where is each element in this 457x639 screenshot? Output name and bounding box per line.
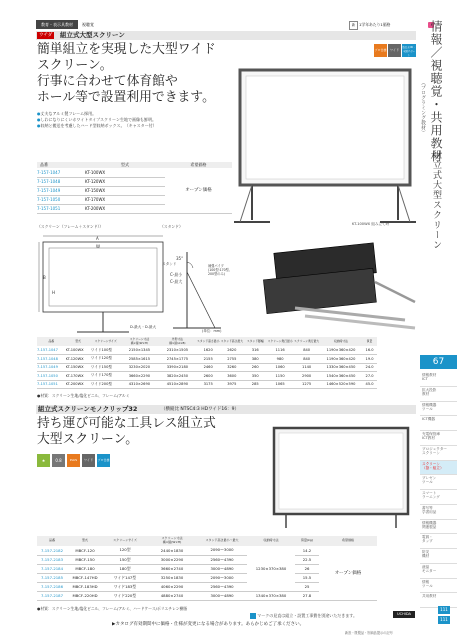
badge-wide: ワイド xyxy=(388,44,401,57)
badge-star: ★ xyxy=(37,454,50,467)
table-cell: 22.5 xyxy=(302,557,312,562)
case-photo xyxy=(255,242,420,337)
section1-title: 組立式大型スクリーン xyxy=(60,31,125,39)
side-nav-item[interactable]: 情報機器 関連製品 xyxy=(420,520,457,535)
table-header-cell: 品番 xyxy=(48,338,55,343)
table-row xyxy=(37,346,377,355)
table-header-cell: 外形寸法 横×縦(A×B) xyxy=(169,337,186,345)
table-cell: 3660×2290 xyxy=(128,373,151,378)
table-row xyxy=(37,355,377,364)
table-cell: 180型 xyxy=(119,565,131,571)
headline-line: スクリーン。 xyxy=(37,58,113,73)
table-cell: 1065 xyxy=(275,382,285,387)
product-code[interactable]: 7-157-1048 xyxy=(37,179,61,184)
table-cell: KT-150WX xyxy=(65,365,84,370)
table-cell: 24.0 xyxy=(365,365,374,370)
table-header-cell: スタンド脚幅 xyxy=(246,338,264,343)
table-header-cell: スクリーン寸法 横×縦(W×H) xyxy=(161,536,183,544)
table-cell: 1116 xyxy=(275,348,285,352)
maker-logo: UCHIDA xyxy=(393,611,415,618)
side-nav-item[interactable]: 拡大投影 教材 xyxy=(420,387,457,402)
table-cell: 260 xyxy=(251,365,259,370)
legend-icon xyxy=(250,613,256,619)
label-A: A xyxy=(96,236,99,241)
side-nav-item[interactable]: プレゼン ツール xyxy=(420,475,457,490)
table-cell: 2620 xyxy=(227,348,237,352)
page-header xyxy=(36,20,394,30)
side-bottom-tag-2: 111 xyxy=(438,616,450,624)
label-angle: 35° xyxy=(176,256,184,261)
price-cell: オープン価格 xyxy=(334,570,362,576)
table-cell: 1150 xyxy=(275,373,285,378)
brand-badge: ウチダ xyxy=(39,33,53,38)
product-code[interactable]: 7-157-1049 xyxy=(37,365,58,370)
diagram-front-label: （スクリーン（フレーム＋スタンド）） xyxy=(37,224,104,229)
footer-sub: 新設・既製品・別商品提示の記号 xyxy=(345,631,393,635)
product-model: MBCF-220HD xyxy=(72,593,98,598)
unit-note: (単位：mm) xyxy=(202,329,222,333)
side-nav-item[interactable]: 液晶 モニター xyxy=(420,564,457,579)
table-cell: 3000～4890 xyxy=(210,565,234,571)
th-price: 希望価格 xyxy=(190,162,207,167)
table-row xyxy=(37,546,377,555)
table-cell: 3600 xyxy=(227,373,237,378)
side-nav-item[interactable]: ICT機器 xyxy=(420,416,457,431)
section2-header xyxy=(36,405,416,414)
table-header-cell: スクリーンサイズ xyxy=(94,338,117,343)
footer-legend: マークの見直は組立・設置工事費を別途いただきます。 xyxy=(250,613,357,619)
side-nav-item[interactable]: スマート ラーニング xyxy=(420,490,457,505)
table-cell: 1140 xyxy=(302,365,312,370)
table-cell: 16.0 xyxy=(365,348,374,352)
table-cell: 1190×360×420 xyxy=(326,356,356,361)
category-tag: 教育・表示具教材 xyxy=(36,20,78,29)
table-header xyxy=(37,337,377,346)
table-header-cell: スクリーン寸法 横×縦(W×H) xyxy=(129,337,150,345)
headline-line: 大型スクリーン。 xyxy=(37,432,139,447)
section2-headline xyxy=(37,416,267,448)
table-cell: ワイド120型 xyxy=(90,356,112,361)
section2-spec-table xyxy=(37,536,417,601)
badge-gain: 0.8 xyxy=(52,454,65,467)
th-code: 品番 xyxy=(40,162,48,167)
price-cell: オープン価格 xyxy=(185,188,212,194)
side-vertical-title xyxy=(428,20,446,163)
bullet-item: ●収納と搬送を考慮したハード型収納ボックス。（キャスター付） xyxy=(37,123,157,128)
table-header-cell: スタンド高さ最大 xyxy=(220,338,243,343)
product-model: KT-120WX xyxy=(85,179,106,184)
section2-footnote: ●材質：スクリーン生地/塩化ビニル、フレーム/アルミ、ハードケース/ポリエチレン樹脂 xyxy=(37,606,188,611)
side-nav xyxy=(420,372,457,608)
table-cell: 2900 xyxy=(302,373,312,378)
table-cell: 3000×2290 xyxy=(160,557,184,562)
table-cell: 3390×2180 xyxy=(166,365,189,370)
badge-pro: プロ仕様 xyxy=(374,44,387,57)
product-code[interactable]: 7-157-1048 xyxy=(37,356,58,361)
label-B: B xyxy=(43,275,46,280)
section1-footnote: ●材質：スクリーン生地/塩化ビニル、フレーム/アルミ xyxy=(37,393,130,398)
product-model: MBCF-150 xyxy=(75,557,95,562)
page-number-tab: 67 xyxy=(420,355,457,369)
table-cell: 4510×2890 xyxy=(166,382,189,387)
table-cell: KT-170WX xyxy=(65,373,84,378)
catalog-note: ▶カタログ有効期間中に価格・仕様が変更になる場合があります。あらかじめご了承ください。 xyxy=(112,622,305,627)
table-cell: ワイド147型 xyxy=(113,574,137,580)
product-model: KT-100WX xyxy=(85,169,106,175)
table-cell: KT-120WX xyxy=(65,356,84,361)
side-nav-item[interactable]: 防災 機材 xyxy=(420,549,457,564)
table-header-cell: スクリーン奥行最大 xyxy=(294,338,320,343)
side-nav-item[interactable]: 電源・ タップ xyxy=(420,534,457,549)
table-cell: 3660×2740 xyxy=(160,566,184,571)
table-cell: 4310×2690 xyxy=(128,382,151,387)
product-model: KT-150WX xyxy=(85,188,106,193)
table-header-cell: 収納時寸法 xyxy=(263,538,279,543)
bullet-item: ●丈夫なアルミ製フレーム採用。 xyxy=(37,111,97,116)
side-nav-item[interactable]: 情報教材 ICT xyxy=(420,372,457,387)
headline-line: 行事に合わせて体育館や xyxy=(37,74,178,89)
side-nav-item[interactable]: 情報 ツール xyxy=(420,579,457,594)
side-bottom-tag: 111 xyxy=(438,606,450,614)
table-cell: 2560～4390 xyxy=(210,556,234,562)
product-code[interactable]: 7-157-1051 xyxy=(37,382,58,387)
table-header-cell: 収納時寸法 xyxy=(333,338,348,343)
table-cell: 2755 xyxy=(227,356,237,361)
product-model: MBCF-147HD xyxy=(72,575,98,580)
product-code[interactable]: 7-157-2187 xyxy=(40,593,64,598)
table-cell: 150型 xyxy=(119,556,131,562)
table-cell: 2560～4390 xyxy=(210,583,234,589)
headline-line: 簡単組立を実現した大型ワイド xyxy=(37,42,216,57)
table-header-cell: スクリーン奥行最小 xyxy=(267,338,293,343)
section1-price-table xyxy=(37,162,232,214)
new-badge: 新 xyxy=(349,21,358,30)
table-cell: 3250×1830 xyxy=(160,575,184,580)
table-cell: 14.2 xyxy=(302,547,312,553)
table-cell: 2090～3000 xyxy=(210,547,234,553)
table-cell: 3230×2020 xyxy=(128,365,151,370)
series-label: 視聴覚 xyxy=(82,22,94,27)
table-cell: ワイド220型 xyxy=(113,592,137,598)
table-row xyxy=(37,168,232,177)
table-cell: ワイド183型 xyxy=(113,583,137,589)
table-cell: 1540×360×450 xyxy=(326,373,356,378)
table-header-cell: 型式 xyxy=(75,338,81,343)
section-title-vertical: 組立式大型スクリーン xyxy=(431,150,441,250)
section1-headline xyxy=(37,42,257,106)
section2-title-note: （横縦比 NTSC4:3 HDワイド16：9） xyxy=(161,407,240,412)
product-model: KT-170WX xyxy=(85,197,106,202)
side-nav-item[interactable]: 充電保管庫 ICT教材 xyxy=(420,431,457,446)
table-header xyxy=(37,536,377,546)
table-cell: 2150×1345 xyxy=(128,348,151,352)
side-nav-item[interactable]: 情報機器 ツール xyxy=(420,402,457,417)
section1-bullets xyxy=(37,111,237,129)
product-code[interactable]: 7-157-1047 xyxy=(37,348,58,352)
label-C-min: C-最小 xyxy=(170,272,183,277)
table-cell: 120型 xyxy=(119,547,131,553)
product-code[interactable]: 7-157-1051 xyxy=(37,206,61,211)
product-model: MBCF-183HD xyxy=(72,584,98,589)
table-header-cell: 質量(kg) xyxy=(301,538,313,543)
label-C-max: C-最大 xyxy=(170,279,183,284)
section2-badges xyxy=(37,454,117,468)
table-header-cell: 品番 xyxy=(48,538,55,543)
table-cell: 26 xyxy=(304,566,310,571)
label-W: W xyxy=(96,244,100,249)
table-cell: 2310×1505 xyxy=(166,348,189,352)
table-header-cell: スクリーンサイズ xyxy=(113,538,137,543)
table-cell: 3820×2450 xyxy=(166,373,189,378)
table-cell: 45.0 xyxy=(365,382,374,387)
side-nav-item[interactable]: 書写等 学習用品 xyxy=(420,505,457,520)
section1-header xyxy=(36,31,416,40)
table-cell: 1460×520×590 xyxy=(326,382,356,387)
cert-label: 1学年あたり1価格 xyxy=(359,22,391,27)
table-header-cell: 型式 xyxy=(81,538,88,543)
table-cell: 2155 xyxy=(203,356,213,361)
table-cell: 1275 xyxy=(302,382,312,387)
product-model: MBCF-180 xyxy=(75,566,95,571)
bullet-item: ●しわになりにくいホワイトタイプスクリーン生地で画像も鮮明。 xyxy=(37,117,156,122)
product-code[interactable]: 7-157-1049 xyxy=(37,188,61,193)
headline-line: 持ち運び可能な工具レス組立式 xyxy=(37,416,216,431)
diagram-side-label: （スタンド） xyxy=(160,224,183,229)
table-cell: ワイド170型 xyxy=(90,373,112,378)
badge-pro: プロ仕様 xyxy=(97,454,110,467)
label-stand: スタンド xyxy=(162,262,177,266)
product-photo xyxy=(232,62,417,237)
product-code[interactable]: 7-157-2184 xyxy=(40,566,64,571)
product-code[interactable]: 7-157-1050 xyxy=(37,373,58,378)
badge-wide: ワイド xyxy=(82,454,95,467)
table-cell: 2090～3000 xyxy=(210,574,234,580)
badge-plus: PLUS xyxy=(67,454,80,467)
table-cell: ワイド200型 xyxy=(90,381,112,386)
side-nav-item[interactable]: 共用教材 xyxy=(420,593,457,608)
table-cell: 2600 xyxy=(203,373,213,378)
table-cell: 3175 xyxy=(203,382,213,387)
table-cell: 3260 xyxy=(227,365,237,370)
product-code[interactable]: 7-157-1047 xyxy=(37,169,61,175)
table-cell: 1620 xyxy=(203,348,213,352)
product-model: MBCF-120 xyxy=(75,547,95,553)
side-title: 情報／視聴覚・共用教材 xyxy=(429,20,443,163)
table-cell: KT-200WX xyxy=(65,382,84,387)
table-cell: 1330×360×450 xyxy=(326,365,356,370)
table-cell: 2585×1615 xyxy=(128,356,151,361)
table-cell: 19.0 xyxy=(365,356,374,361)
table-row xyxy=(37,363,377,372)
section2-title: 組立式スクリーンモノクリップ32 xyxy=(38,405,138,413)
label-H: H xyxy=(52,290,56,295)
storage-size: 1230×370×380 xyxy=(255,565,287,571)
table-cell: 1060 xyxy=(275,365,285,370)
product-code[interactable]: 7-157-2183 xyxy=(40,557,64,562)
side-nav-item[interactable]: プロジェクター スクリーン xyxy=(420,446,457,461)
table-cell: 316 xyxy=(251,348,259,352)
product-code[interactable]: 7-157-2185 xyxy=(40,575,64,580)
table-cell: 2440×1830 xyxy=(160,547,184,553)
table-cell: 3975 xyxy=(227,382,237,387)
headline-line: ホール等で設置利用できます。 xyxy=(37,90,215,105)
table-cell: KT-100WX xyxy=(65,348,84,352)
side-subtitle: （プログラミング教材） xyxy=(420,80,426,135)
product-code[interactable]: 7-157-2186 xyxy=(40,584,64,589)
table-cell: 2745×1775 xyxy=(166,356,189,361)
table-cell: 840 xyxy=(303,356,311,361)
badge-support: 取替えOK・全国サポート xyxy=(402,46,416,57)
table-cell: 380 xyxy=(251,356,259,361)
table-cell: 4880×2740 xyxy=(160,593,184,598)
table-cell: 25 xyxy=(304,584,310,589)
table-row xyxy=(37,380,377,389)
label-pipe: 補強パイプ (100型:170型, 200型のみ) xyxy=(208,264,230,276)
product-code[interactable]: 7-157-2182 xyxy=(40,547,64,553)
table-cell: 15.5 xyxy=(302,575,312,580)
th-model: 型式 xyxy=(121,162,129,167)
table-cell: 980 xyxy=(276,356,284,361)
table-header-cell: スタンド高さ最小 xyxy=(196,338,220,343)
table-cell: 3000～4890 xyxy=(210,592,234,598)
photo-caption: KT-100WX 組み立て時 xyxy=(352,222,390,226)
storage-size: 1340×370×380 xyxy=(255,593,287,598)
table-header-cell: 質量 xyxy=(366,338,373,343)
table-cell: ワイド150型 xyxy=(90,364,112,369)
table-cell: 4060×2290 xyxy=(160,584,184,589)
table-cell: 27.0 xyxy=(365,373,374,378)
table-cell: 350 xyxy=(251,373,259,378)
product-code[interactable]: 7-157-1050 xyxy=(37,197,61,202)
table-header-cell: 希望価格 xyxy=(341,538,354,543)
table-row xyxy=(37,372,377,381)
table-header-cell: スタンド高さ最小〜最大 xyxy=(205,538,239,543)
label-D: D-最大・D-最大 xyxy=(130,325,157,329)
table-cell: 285 xyxy=(251,382,259,387)
table-cell: 1190×360×420 xyxy=(326,348,356,352)
table-cell: 840 xyxy=(303,348,311,352)
product2-photo xyxy=(266,422,416,532)
table-cell: ワイド100型 xyxy=(90,347,112,352)
product-model: KT-200WX xyxy=(85,206,106,211)
table-cell: 27.8 xyxy=(302,593,312,598)
section1-spec-table xyxy=(37,337,417,389)
table-cell: 2460 xyxy=(203,365,213,370)
side-nav-item[interactable]: スクリーン （掛・組立） xyxy=(420,461,457,476)
